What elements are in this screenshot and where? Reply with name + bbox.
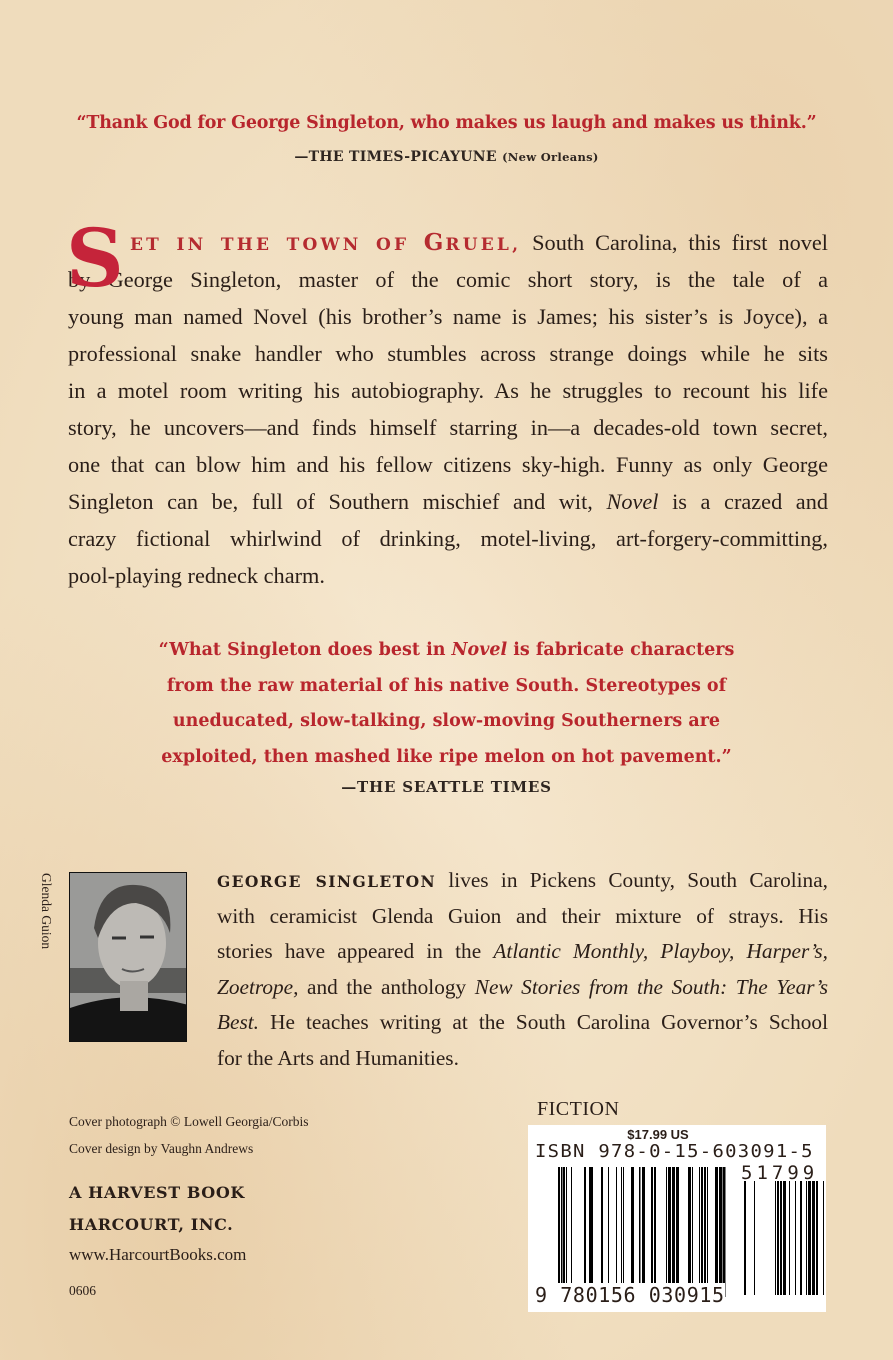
barcode-bar — [754, 1181, 755, 1295]
barcode-bar — [775, 1181, 776, 1295]
middle-quote — [0, 633, 893, 775]
cover-photo-credit: Cover photograph © Lowell Georgia/Corbis — [69, 1114, 309, 1129]
barcode-bar — [823, 1181, 824, 1295]
quote-line: from the raw material of his native South. Stereotypes of — [166, 675, 727, 696]
text: “What Singleton does best in — [158, 640, 452, 660]
barcode-bar — [563, 1167, 565, 1283]
description-line: one that can blow him and his fellow citizens sky-high. Funny as only George — [68, 452, 828, 477]
barcode-bar — [672, 1167, 675, 1283]
barcode-bar — [704, 1167, 706, 1283]
barcode-box — [528, 1125, 826, 1312]
bio-line — [217, 970, 828, 1006]
barcode-bar — [780, 1181, 782, 1295]
barcode-guard-bar — [724, 1167, 726, 1297]
barcode-bar — [601, 1167, 603, 1283]
description-line: in a motel room writing his autobiography. As he struggles to recount his life — [68, 378, 828, 403]
text: lives in Pickens County, South Carolina, — [436, 868, 828, 892]
description-line: pool-playing redneck charm. — [68, 563, 325, 588]
text: stories have appeared in the — [217, 939, 494, 963]
description-line: young man named Novel (his brother’s name is James; his sister’s is Joyce), a — [68, 304, 828, 329]
author-portrait — [70, 873, 187, 1042]
barcode-bar — [806, 1181, 807, 1295]
photo-credit: Glenda Guion — [39, 873, 54, 950]
text: He teaches writing at the South Carolina Governor’s School — [259, 1010, 828, 1034]
anthology-title: Best. — [217, 1010, 259, 1034]
barcode-guard-bar — [639, 1167, 641, 1297]
barcode-bar — [654, 1167, 656, 1283]
line1-rest: South Carolina, this first novel — [521, 230, 828, 255]
barcode-bar — [800, 1181, 802, 1295]
barcode-bar — [571, 1167, 572, 1283]
print-code: 0606 — [69, 1283, 96, 1298]
publication-titles: Atlantic Monthly, Playboy, Harper’s, — [493, 939, 829, 963]
barcode-bar — [584, 1167, 586, 1283]
description-line: by George Singleton, master of the comic short story, is the tale of a — [68, 267, 828, 292]
barcode-bar — [608, 1167, 609, 1283]
top-quote-attribution — [0, 149, 893, 165]
barcode-bar — [668, 1167, 671, 1283]
quote-line — [0, 633, 893, 669]
barcode-guard-bar — [721, 1167, 723, 1297]
lead-big: G — [423, 229, 446, 256]
imprint: A HARVEST BOOK — [69, 1183, 245, 1202]
barcode-bar — [715, 1167, 718, 1283]
bio-line: for the Arts and Humanities. — [217, 1045, 459, 1070]
barcode-bar — [699, 1167, 700, 1283]
barcode-bar — [723, 1167, 724, 1283]
isbn: ISBN 978-0-15-603091-5 — [535, 1142, 814, 1162]
title-italic: Novel — [451, 640, 508, 660]
barcode-bar — [623, 1167, 624, 1283]
barcode-bar — [795, 1181, 796, 1295]
barcode-bar — [789, 1181, 790, 1295]
description-line — [68, 224, 828, 261]
description-line: professional snake handler who stumbles across strange doings while he sits — [68, 341, 828, 366]
publisher: HARCOURT, INC. — [69, 1215, 234, 1234]
middle-quote-attribution: —THE SEATTLE TIMES — [341, 778, 552, 796]
bio-line: with ceramicist Glenda Guion and their mixture of strays. His — [217, 903, 828, 928]
description-line: story, he uncovers—and finds himself starring in—a decades-old town secret, — [68, 415, 828, 440]
barcode-bar — [808, 1181, 811, 1295]
publisher-website[interactable]: www.HarcourtBooks.com — [69, 1245, 247, 1264]
category-label: FICTION — [537, 1098, 620, 1120]
bio-line — [217, 1005, 828, 1041]
author-photo — [69, 872, 187, 1042]
barcode-bar — [621, 1167, 622, 1283]
barcode-guard-bar — [558, 1167, 560, 1297]
barcode-bar — [651, 1167, 653, 1283]
price-addon-code: 51799 — [741, 1162, 819, 1184]
title-italic: Novel — [606, 489, 659, 514]
text: and the anthology — [298, 974, 475, 999]
lead-in — [130, 229, 522, 256]
barcode-bar — [744, 1181, 746, 1295]
attribution-source: —THE TIMES-PICAYUNE — [294, 149, 497, 165]
anthology-title: New Stories from the South: The Year’s — [474, 974, 828, 999]
barcode-bar — [676, 1167, 679, 1283]
lead-rest: RUEL, — [445, 235, 522, 255]
publication-title: Zoetrope, — [217, 974, 299, 999]
author-bio — [217, 863, 828, 1076]
text: is fabricate characters — [507, 640, 735, 660]
barcode-bar — [631, 1167, 634, 1283]
ean-digits: 9 780156 030915 — [535, 1283, 725, 1307]
barcode-bar — [701, 1167, 703, 1283]
cover-design-credit: Cover design by Vaughn Andrews — [69, 1141, 254, 1156]
barcode-bar — [812, 1181, 815, 1295]
quote-line: uneducated, slow-talking, slow-moving Southerners are — [172, 711, 721, 731]
barcode-bar — [566, 1167, 567, 1283]
barcode-bar — [777, 1181, 779, 1295]
barcode-guard-bar — [642, 1167, 644, 1297]
barcode-bar — [692, 1167, 693, 1283]
description-line — [68, 483, 828, 520]
top-quote: “Thank God for George Singleton, who makes us laugh and makes us think.” — [76, 113, 817, 133]
barcode-bar — [707, 1167, 708, 1283]
description-line: crazy fictional whirlwind of drinking, motel-living, art-forgery-committing, — [68, 526, 828, 551]
lead-small: ET IN THE TOWN OF — [130, 235, 424, 255]
quote-line: exploited, then mashed like ripe melon on hot pavement.” — [161, 746, 732, 767]
description — [66, 211, 828, 594]
text: Singleton can be, full of Southern mischief and wit, — [68, 489, 607, 514]
barcode-bar — [666, 1167, 667, 1283]
price: $17.99 US — [627, 1127, 689, 1142]
barcode-bar — [816, 1181, 818, 1295]
dropcap: S — [66, 211, 124, 305]
attribution-place: (New Orleans) — [502, 150, 599, 164]
bio-line — [217, 934, 828, 970]
bio-line — [217, 863, 828, 899]
barcode-bar — [589, 1167, 593, 1283]
text: is a crazed and — [658, 489, 828, 514]
barcode-bar — [783, 1181, 786, 1295]
barcode-bar — [616, 1167, 617, 1283]
barcode-guard-bar — [561, 1167, 563, 1297]
barcode-bar — [688, 1167, 691, 1283]
author-name: GEORGE SINGLETON — [217, 872, 437, 891]
